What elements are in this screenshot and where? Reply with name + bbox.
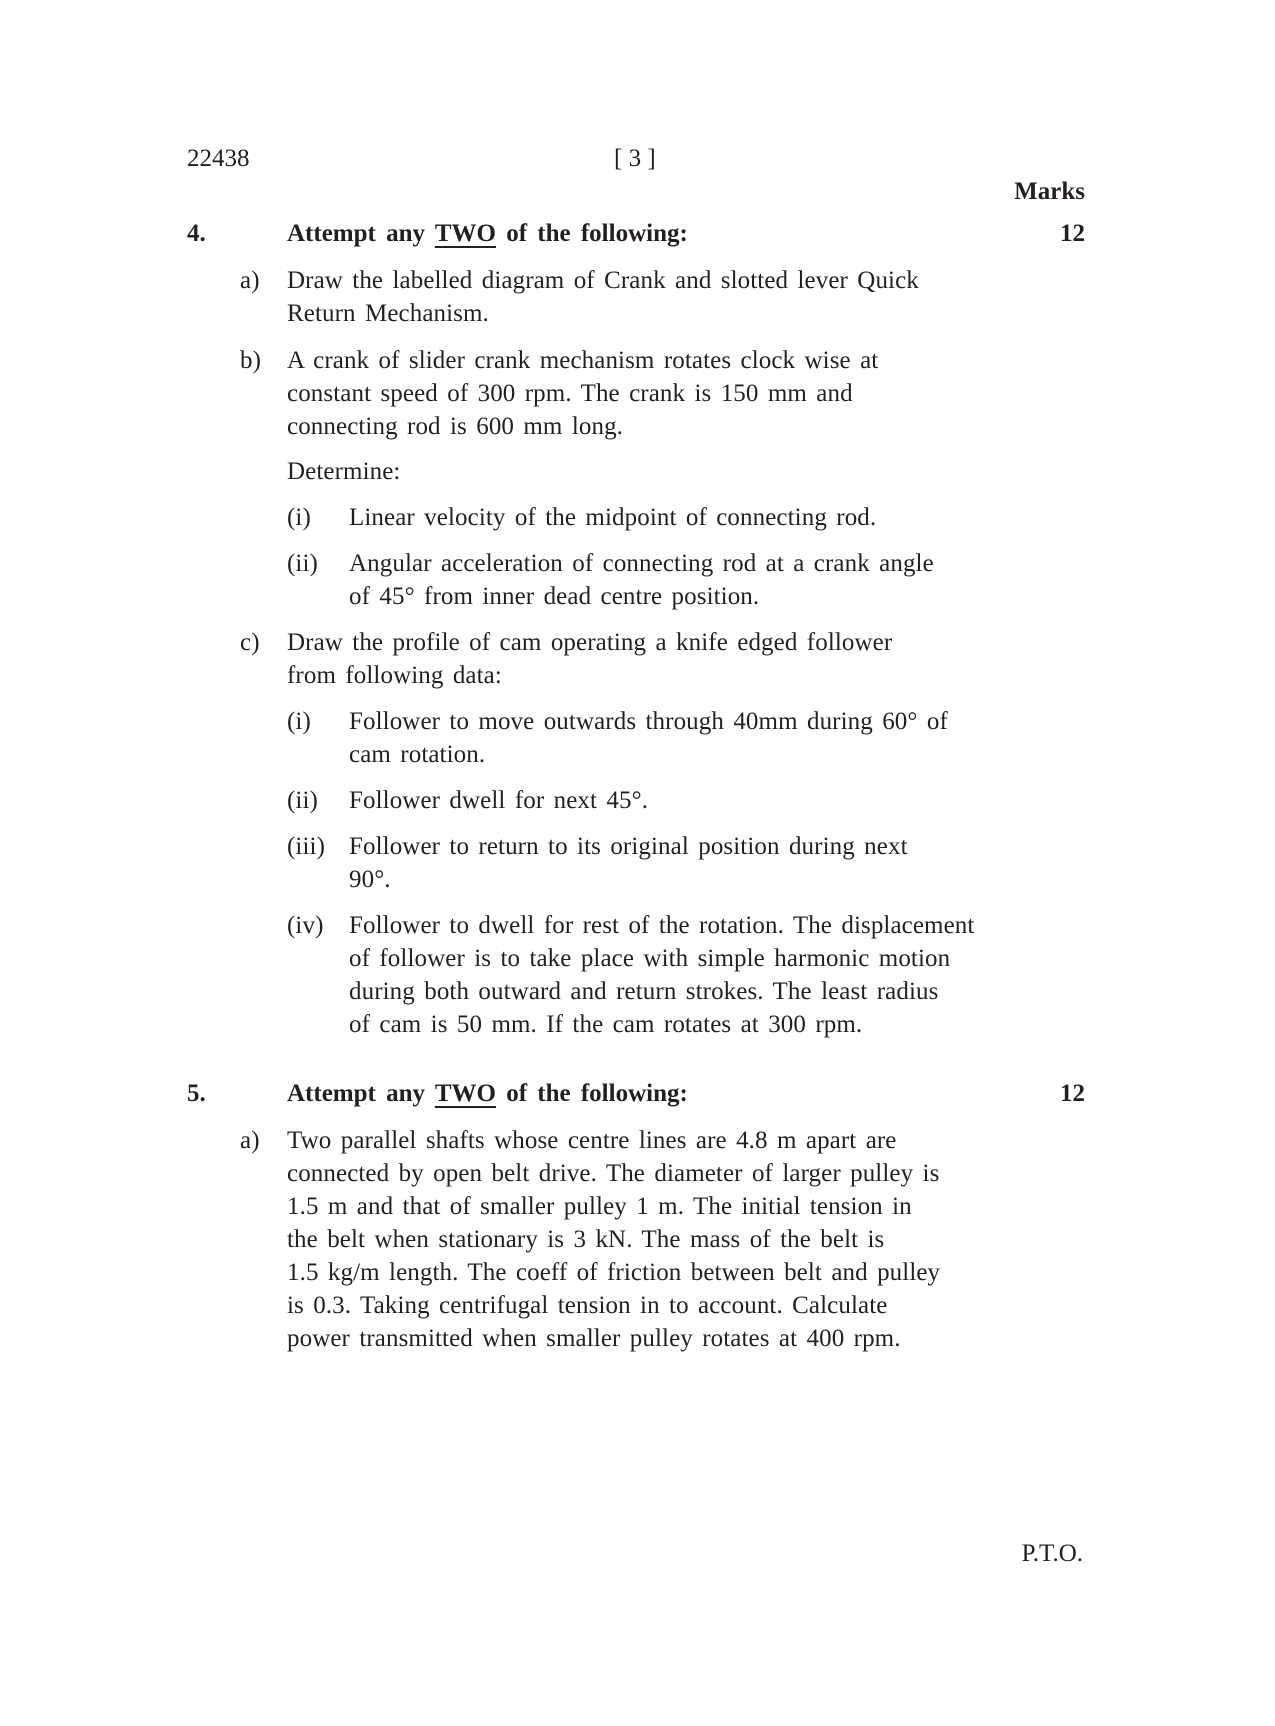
subpart-label: (iv) bbox=[287, 912, 324, 939]
text-line: from following data: bbox=[287, 662, 502, 689]
subpart-text bbox=[349, 547, 934, 613]
instruction-emphasis: TWO bbox=[434, 1080, 496, 1107]
instruction-text: of the following: bbox=[506, 1080, 688, 1107]
text-line: during both outward and return strokes. The least radius bbox=[349, 978, 939, 1005]
text-line: cam rotation. bbox=[349, 741, 486, 768]
text-line: Return Mechanism. bbox=[287, 300, 489, 327]
text-line: Two parallel shafts whose centre lines are 4.8 m apart are bbox=[287, 1127, 897, 1154]
part-text bbox=[287, 626, 892, 692]
subpart-text: Follower dwell for next 45°. bbox=[349, 787, 649, 814]
subpart-text bbox=[349, 909, 974, 1041]
subpart-label: (iii) bbox=[287, 833, 325, 860]
determine-lead: Determine: bbox=[287, 458, 401, 485]
instruction-text: of the following: bbox=[506, 220, 688, 247]
text-line: is 0.3. Taking centrifugal tension in to account. Calculate bbox=[287, 1292, 888, 1319]
instruction-text: Attempt any bbox=[287, 1080, 426, 1107]
marks-column-label: Marks bbox=[1014, 178, 1085, 205]
question-number: 4. bbox=[187, 220, 206, 247]
subpart-label: (i) bbox=[287, 708, 311, 735]
page-number: [ 3 ] bbox=[614, 145, 656, 172]
text-line: constant speed of 300 rpm. The crank is 150 mm and bbox=[287, 380, 853, 407]
text-line: 1.5 m and that of smaller pulley 1 m. The initial tension in bbox=[287, 1193, 912, 1220]
text-line: connected by open belt drive. The diameter of larger pulley is bbox=[287, 1160, 940, 1187]
paper-code: 22438 bbox=[187, 145, 250, 172]
text-line: of cam is 50 mm. If the cam rotates at 300 rpm. bbox=[349, 1011, 863, 1038]
text-line: the belt when stationary is 3 kN. The mass of the belt is bbox=[287, 1226, 885, 1253]
subpart-text: Linear velocity of the midpoint of connecting rod. bbox=[349, 504, 877, 531]
text-line: Angular acceleration of connecting rod at a crank angle bbox=[349, 550, 934, 577]
question-marks: 12 bbox=[1060, 220, 1085, 247]
part-text bbox=[287, 1124, 940, 1355]
part-label: b) bbox=[240, 347, 262, 374]
text-line: power transmitted when smaller pulley rotates at 400 rpm. bbox=[287, 1325, 901, 1352]
text-line: Follower to dwell for rest of the rotation. The displacement bbox=[349, 912, 975, 939]
text-line: A crank of slider crank mechanism rotates clock wise at bbox=[287, 347, 879, 374]
subpart-label: (i) bbox=[287, 504, 311, 531]
instruction-emphasis: TWO bbox=[434, 220, 496, 247]
subpart-label: (ii) bbox=[287, 550, 318, 577]
text-line: connecting rod is 600 mm long. bbox=[287, 413, 624, 440]
instruction-text: Attempt any bbox=[287, 220, 426, 247]
part-label: a) bbox=[240, 1127, 260, 1154]
question-marks: 12 bbox=[1060, 1080, 1085, 1107]
text-line: Draw the labelled diagram of Crank and slotted lever Quick bbox=[287, 267, 919, 294]
part-label: c) bbox=[240, 629, 260, 656]
part-text bbox=[287, 264, 919, 330]
part-label: a) bbox=[240, 267, 260, 294]
question-instruction bbox=[287, 220, 688, 248]
text-line: 90°. bbox=[349, 866, 391, 893]
subpart-text bbox=[349, 830, 908, 896]
question-instruction bbox=[287, 1080, 688, 1108]
question-number: 5. bbox=[187, 1080, 206, 1107]
text-line: Follower to move outwards through 40mm during 60° of bbox=[349, 708, 948, 735]
subpart-text bbox=[349, 705, 948, 771]
part-text bbox=[287, 344, 878, 443]
text-line: Follower to return to its original position during next bbox=[349, 833, 908, 860]
subpart-label: (ii) bbox=[287, 787, 318, 814]
text-line: of follower is to take place with simple harmonic motion bbox=[349, 945, 951, 972]
page-turn-over: P.T.O. bbox=[1021, 1540, 1083, 1567]
text-line: Draw the profile of cam operating a knife edged follower bbox=[287, 629, 893, 656]
text-line: of 45° from inner dead centre position. bbox=[349, 583, 760, 610]
text-line: 1.5 kg/m length. The coeff of friction between belt and pulley bbox=[287, 1259, 941, 1286]
